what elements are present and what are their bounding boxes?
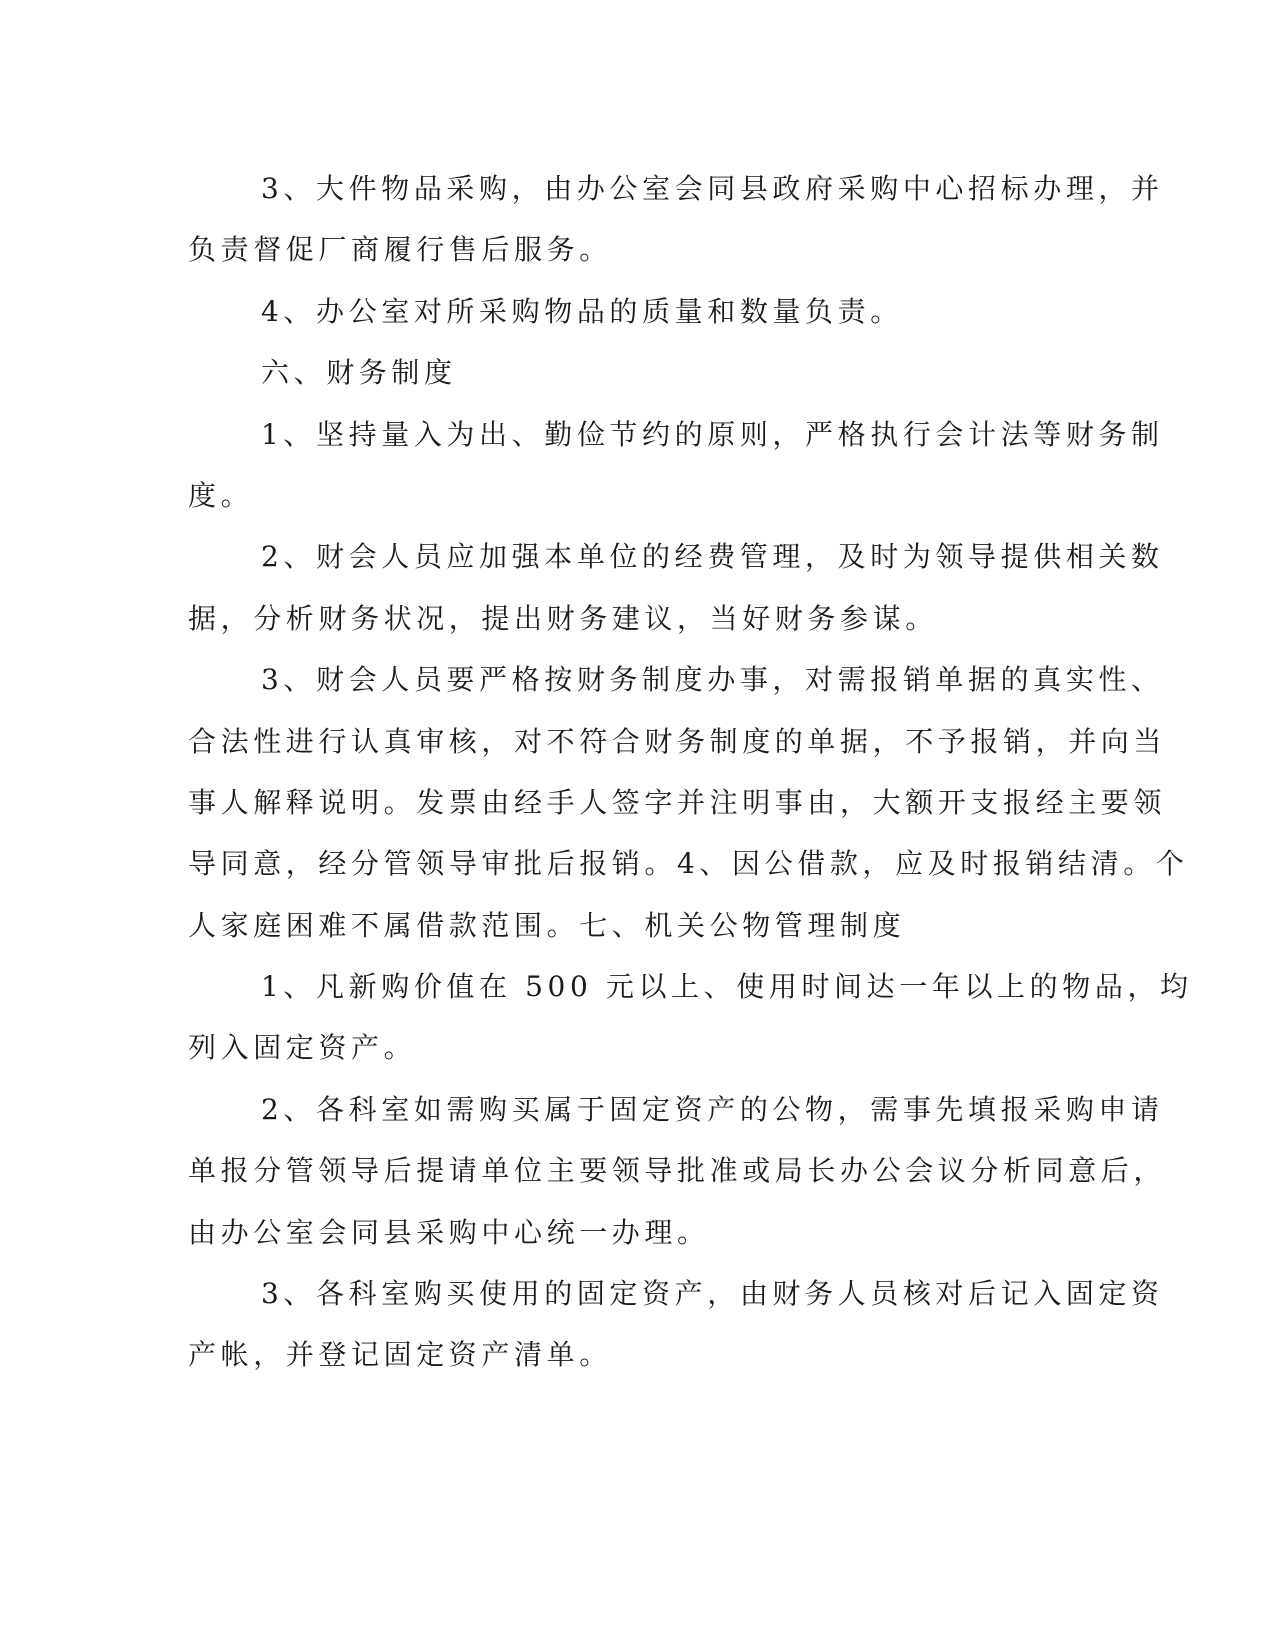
text-line-3: 4、办公室对所采购物品的质量和数量负责。	[261, 294, 903, 328]
text-line-10: 合法性进行认真审核，对不符合财务制度的单据，不予报销，并向当	[188, 724, 1167, 758]
text-line-6: 度。	[188, 478, 254, 512]
text-line-14: 1、凡新购价值在 500 元以上、使用时间达一年以上的物品，均	[261, 970, 1193, 1004]
text-line-7: 2、财会人员应加强本单位的经费管理，及时为领导提供相关数	[261, 540, 1164, 574]
document-body	[188, 158, 1193, 1386]
text-line-19: 3、各科室购买使用的固定资产，由财务人员核对后记入固定资	[261, 1277, 1164, 1311]
text-line-8: 据，分析财务状况，提出财务建议，当好财务参谋。	[188, 601, 938, 635]
text-line-16: 2、各科室如需购买属于固定资产的公物，需事先填报采购申请	[261, 1092, 1164, 1126]
text-line-20: 产帐，并登记固定资产清单。	[188, 1338, 612, 1372]
text-line-15: 列入固定资产。	[188, 1031, 417, 1065]
text-line-17: 单报分管领导后提请单位主要领导批准或局长办公会议分析同意后，	[188, 1154, 1167, 1188]
text-line-1: 3、大件物品采购，由办公室会同县政府采购中心招标办理，并	[261, 172, 1164, 205]
text-line-9: 3、财会人员要严格按财务制度办事，对需报销单据的真实性、	[261, 663, 1164, 697]
text-line-12: 导同意，经分管领导审批后报销。4、因公借款，应及时报销结清。个	[188, 847, 1189, 881]
text-line-11: 事人解释说明。发票由经手人签字并注明事由，大额开支报经主要领	[188, 785, 1167, 819]
section-heading-finance: 六、财务制度	[261, 356, 457, 390]
text-line-13: 人家庭困难不属借款范围。七、机关公物管理制度	[188, 908, 906, 942]
text-line-18: 由办公室会同县采购中心统一办理。	[188, 1215, 710, 1249]
text-line-5: 1、坚持量入为出、勤俭节约的原则，严格执行会计法等财务制	[261, 417, 1164, 451]
text-line-2: 负责督促厂商履行售后服务。	[188, 233, 612, 267]
